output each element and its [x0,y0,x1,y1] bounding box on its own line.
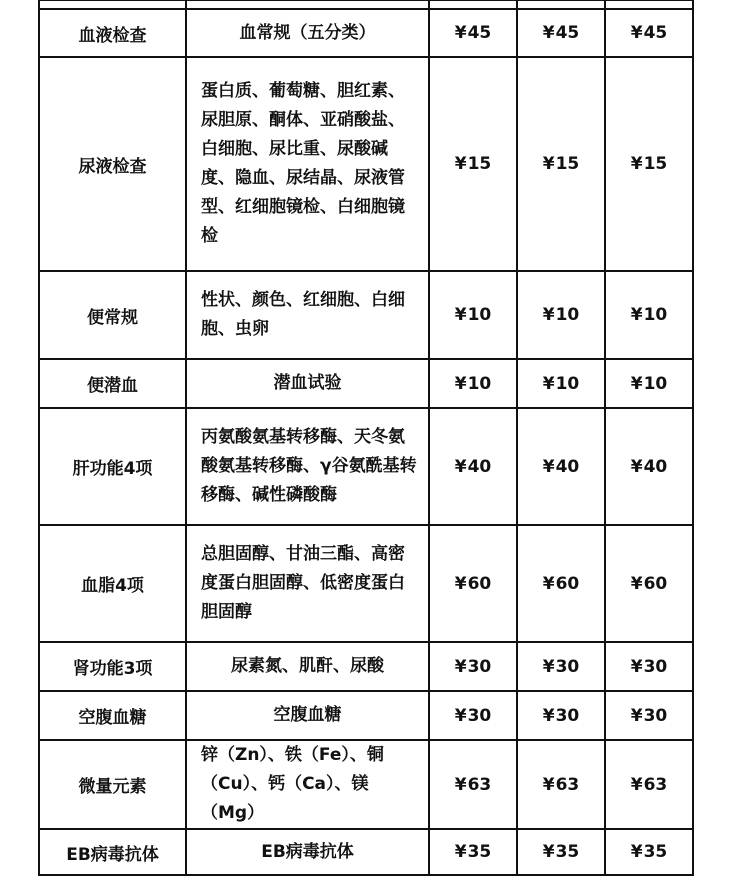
price-cell [605,829,693,875]
table-row [39,271,693,359]
table-row [39,57,693,271]
price-cell [517,740,605,829]
items-cell: 丙氨酸氨基转移酶、天冬氨酸氨基转移酶、γ谷氨酰基转移酶、碱性磷酸酶 [186,408,429,525]
table-row [39,0,693,9]
category-cell: 肾功能3项 [39,642,186,691]
price-cell [517,408,605,525]
table-row [39,740,693,829]
price-value: 63 [643,774,668,795]
category-cell: 便潜血 [39,359,186,408]
currency-symbol: ¥ [630,705,643,726]
price-value: 10 [467,305,492,325]
category-cell: 空腹血糖 [39,691,186,740]
price-cell [429,642,517,691]
price-value: 63 [555,774,580,795]
price-value: 15 [555,154,580,174]
currency-symbol: ¥ [630,842,643,862]
currency-symbol: ¥ [454,774,467,795]
items-cell: 总胆固醇、甘油三酯、高密度蛋白胆固醇、低密度蛋白胆固醇 [186,525,429,642]
table-row [39,642,693,691]
price-value: 30 [555,656,580,677]
price-value: 40 [643,456,668,477]
price-cell [517,9,605,57]
price-cell [517,359,605,408]
price-cell [605,9,693,57]
category-cell: 便常规 [39,271,186,359]
price-cell [605,525,693,642]
table-row [39,691,693,740]
price-value: 60 [467,573,492,594]
items-cell: 尿素氮、肌酐、尿酸 [186,642,429,691]
price-cell [605,408,693,525]
price-value: 60 [555,573,580,594]
currency-symbol: ¥ [542,705,555,726]
price-cell [605,691,693,740]
price-value: 30 [555,705,580,726]
currency-symbol: ¥ [630,774,643,795]
price-cell [429,271,517,359]
price-cell [605,271,693,359]
price-value: 35 [555,842,580,862]
currency-symbol: ¥ [630,573,643,594]
items-cell: 性状、颜色、红细胞、白细胞、虫卵 [186,271,429,359]
items-cell: 锌（Zn）、铁（Fe）、铜（Cu）、钙（Ca）、镁（Mg） [186,740,429,829]
category-cell: 血脂4项 [39,525,186,642]
price-cell [517,829,605,875]
table-row [39,525,693,642]
currency-symbol: ¥ [630,305,643,325]
price-value: 10 [643,305,668,325]
price-cell [429,740,517,829]
price-cell [605,359,693,408]
currency-symbol: ¥ [630,23,643,43]
currency-symbol: ¥ [630,373,643,394]
category-cell: 肝功能4项 [39,408,186,525]
price-cell [517,691,605,740]
price-cell [429,0,517,9]
price-table-container [38,0,692,876]
price-value: 35 [643,842,668,862]
items-cell: 潜血试验 [186,359,429,408]
price-value: 30 [467,656,492,677]
price-value: 45 [555,23,580,43]
price-value: 30 [643,705,668,726]
currency-symbol: ¥ [542,305,555,325]
price-value: 15 [467,154,492,174]
category-cell: 微量元素 [39,740,186,829]
price-cell [429,9,517,57]
currency-symbol: ¥ [542,774,555,795]
currency-symbol: ¥ [630,154,643,174]
currency-symbol: ¥ [630,656,643,677]
table-row [39,408,693,525]
price-value: 45 [467,23,492,43]
price-value: 35 [467,842,492,862]
price-cell [517,57,605,271]
price-cell [429,359,517,408]
price-cell [429,408,517,525]
price-cell [517,642,605,691]
price-value: 30 [643,656,668,677]
category-cell: 尿液检查 [39,57,186,271]
currency-symbol: ¥ [454,373,467,394]
items-cell: 蛋白质、葡萄糖、胆红素、尿胆原、酮体、亚硝酸盐、白细胞、尿比重、尿酸碱度、隐血、尿结晶、尿液管型、红细胞镜检、白细胞镜检 [186,57,429,271]
currency-symbol: ¥ [542,656,555,677]
category-cell: 血液检查 [39,9,186,57]
price-cell [517,525,605,642]
currency-symbol: ¥ [542,154,555,174]
price-cell [429,829,517,875]
price-value: 63 [467,774,492,795]
items-cell: 血常规（五分类） [186,9,429,57]
items-cell: EB病毒抗体 [186,829,429,875]
price-table [38,0,694,876]
currency-symbol: ¥ [542,373,555,394]
currency-symbol: ¥ [542,456,555,477]
price-value: 30 [467,705,492,726]
currency-symbol: ¥ [542,573,555,594]
price-value: 40 [555,456,580,477]
price-value: 10 [555,373,580,394]
table-row [39,9,693,57]
price-cell [605,740,693,829]
price-cell [605,642,693,691]
price-value: 10 [555,305,580,325]
price-cell [429,525,517,642]
price-cell [429,57,517,271]
currency-symbol: ¥ [454,705,467,726]
price-cell [605,57,693,271]
items-cell [186,0,429,9]
currency-symbol: ¥ [454,456,467,477]
price-value: 10 [467,373,492,394]
table-row [39,359,693,408]
currency-symbol: ¥ [454,305,467,325]
currency-symbol: ¥ [542,23,555,43]
currency-symbol: ¥ [454,656,467,677]
price-cell [517,0,605,9]
currency-symbol: ¥ [454,23,467,43]
price-value: 40 [467,456,492,477]
price-value: 10 [643,373,668,394]
price-value: 15 [643,154,668,174]
currency-symbol: ¥ [454,573,467,594]
category-cell: EB病毒抗体 [39,829,186,875]
currency-symbol: ¥ [454,154,467,174]
table-row [39,829,693,875]
category-cell [39,0,186,9]
price-cell [517,271,605,359]
price-value: 60 [643,573,668,594]
currency-symbol: ¥ [454,842,467,862]
currency-symbol: ¥ [630,456,643,477]
currency-symbol: ¥ [542,842,555,862]
price-value: 45 [643,23,668,43]
price-cell [605,0,693,9]
price-cell [429,691,517,740]
items-cell: 空腹血糖 [186,691,429,740]
